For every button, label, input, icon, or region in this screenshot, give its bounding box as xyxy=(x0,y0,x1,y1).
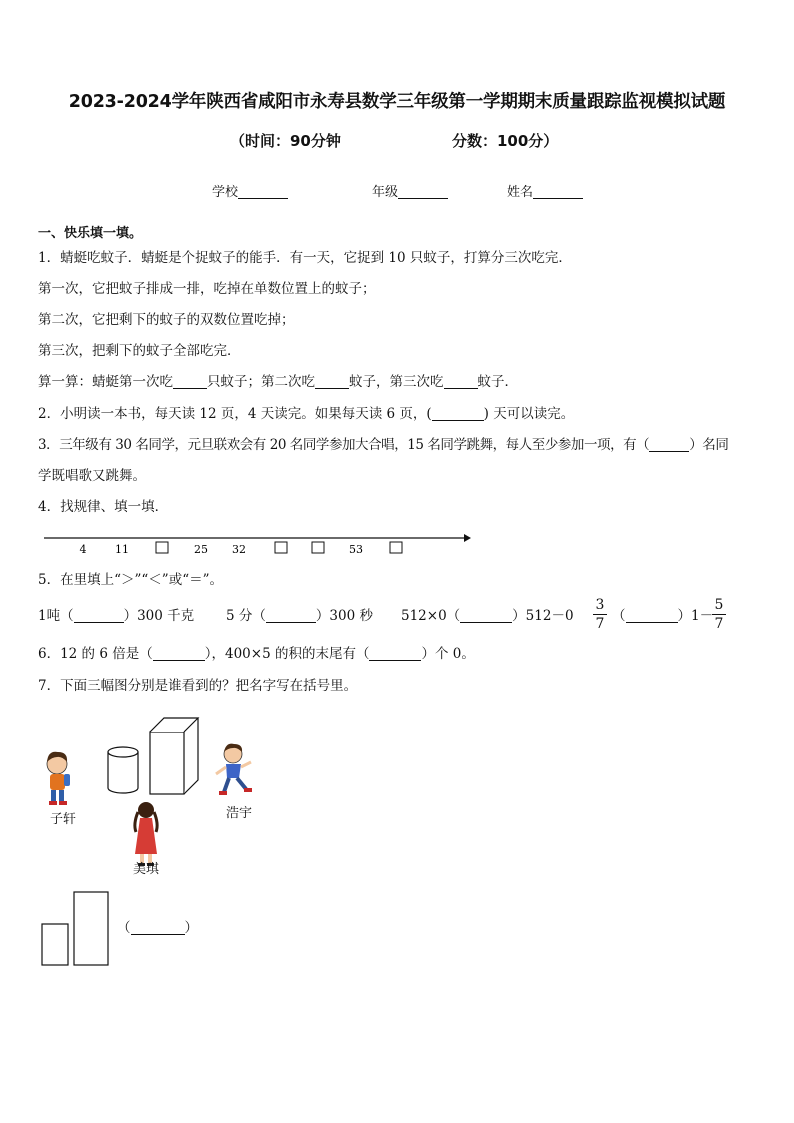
number-line-label: 25 xyxy=(194,543,208,556)
q1-blank-2[interactable] xyxy=(315,374,349,389)
school-field[interactable] xyxy=(212,181,288,200)
fraction-3-7 xyxy=(593,597,607,632)
q5-item3-left: 512×0（ xyxy=(401,608,461,624)
q2 xyxy=(38,404,574,424)
q4-text: 4．找规律、填一填． xyxy=(38,499,169,515)
q5-item1-left: 1吨（ xyxy=(38,608,74,624)
q2-text-a: 2．小明读一本书，每天读 12 页，4 天读完。如果每天读 6 页，( xyxy=(38,406,432,422)
grade-field[interactable] xyxy=(372,181,448,200)
q1-ask-b: 只蚊子；第二次吃 xyxy=(207,374,315,390)
q3-line1 xyxy=(38,435,728,455)
exam-time: （时间：90分钟 xyxy=(230,132,341,150)
q5-item4-left: （ xyxy=(612,608,626,624)
number-line-label: 32 xyxy=(232,543,246,556)
exam-score: 分数：100分） xyxy=(452,132,559,150)
q7-paren-close: ） xyxy=(184,920,198,936)
q3-text-a: 3．三年级有 30 名同学，元旦联欢会有 20 名同学参加大合唱，15 名同学跳舞，每人至少参加一项，有（ xyxy=(38,437,650,453)
name-label: 姓名 xyxy=(507,185,534,200)
number-line xyxy=(40,528,475,560)
small-rectangle-icon xyxy=(42,924,68,965)
q5-item4 xyxy=(612,606,713,626)
q5-blank-1[interactable] xyxy=(74,608,124,623)
section-title: 一、快乐填一填。 xyxy=(38,226,143,241)
boy-haoyu-icon xyxy=(216,744,252,795)
q7-scene xyxy=(40,712,280,880)
q5-item3-right: ）512－0 xyxy=(512,608,574,624)
q3-text-b: ）名同 xyxy=(689,437,729,453)
cuboid-icon xyxy=(150,718,198,794)
q5-blank-2[interactable] xyxy=(266,608,316,623)
fraction-a-denominator: 7 xyxy=(595,616,605,632)
girl-meiqi-icon xyxy=(135,802,157,866)
q6-text-a: 6．12 的 6 倍是（ xyxy=(38,646,153,662)
q5-item3 xyxy=(401,606,574,626)
cylinder-icon xyxy=(108,747,138,793)
fraction-a-numerator: 3 xyxy=(595,597,605,613)
number-line-answer-box[interactable] xyxy=(275,542,287,553)
number-line-label: 11 xyxy=(115,543,129,556)
q1-ask-c: 蚊子，第三次吃 xyxy=(349,374,444,390)
school-label: 学校 xyxy=(212,185,239,200)
q6-text-b: ），400×5 的积的末尾有（ xyxy=(204,646,370,662)
q1-line2: 第一次，它把蚊子排成一排，吃掉在单数位置上的蚊子； xyxy=(38,281,376,297)
tall-rectangle-icon xyxy=(74,892,108,965)
q7-text: 7．下面三幅图分别是谁看到的？把名字写在括号里。 xyxy=(38,678,358,694)
q1-line3: 第二次，它把剩下的蚊子的双数位置吃掉； xyxy=(38,312,295,328)
q1-ask-d: 蚊子． xyxy=(477,374,518,390)
number-line-label: 4 xyxy=(79,543,87,556)
q7-answer xyxy=(117,918,198,938)
page-title: 2023-2024学年陕西省咸阳市永寿县数学三年级第一学期期末质量跟踪监视模拟试题 xyxy=(68,92,726,112)
q2-text-b: ) 天可以读完。 xyxy=(483,406,575,422)
q1-blank-3[interactable] xyxy=(444,374,478,389)
q5-text: 5．在里填上“＞”“＜”或“＝”。 xyxy=(38,572,223,588)
name-blank[interactable] xyxy=(533,184,583,199)
q1-line1: 1．蜻蜓吃蚊子．蜻蜓是个捉蚊子的能手．有一天，它捉到 10 只蚊子，打算分三次吃完． xyxy=(38,250,572,266)
q5-blank-3[interactable] xyxy=(460,608,512,623)
number-line-answer-box[interactable] xyxy=(312,542,324,553)
fraction-b-denominator: 7 xyxy=(714,616,724,632)
q5-item1 xyxy=(38,606,194,626)
q5-item1-right: ）300 千克 xyxy=(123,608,195,624)
q1-ask-a: 算一算：蜻蜓第一次吃 xyxy=(38,374,173,390)
q2-blank[interactable] xyxy=(432,406,484,421)
q6-blank-1[interactable] xyxy=(153,646,205,661)
number-line-label: 53 xyxy=(349,543,363,556)
q3-blank[interactable] xyxy=(649,437,689,452)
arrow-head-icon xyxy=(464,534,471,542)
name-meiqi: 美琪 xyxy=(133,862,160,877)
q5-item4-right: ）1－ xyxy=(677,608,714,624)
name-zixuan: 子轩 xyxy=(50,812,77,827)
number-line-answer-box[interactable] xyxy=(156,542,168,553)
q6 xyxy=(38,644,475,664)
fraction-b-numerator: 5 xyxy=(714,597,724,613)
q5-item2 xyxy=(226,606,373,626)
q5-item2-left: 5 分（ xyxy=(226,608,266,624)
q3-line2: 学既唱歌又跳舞。 xyxy=(38,468,146,484)
school-blank[interactable] xyxy=(238,184,288,199)
number-line-answer-box[interactable] xyxy=(390,542,402,553)
q7-paren-open: （ xyxy=(117,920,131,936)
grade-label: 年级 xyxy=(372,185,399,200)
front-view-figure xyxy=(40,890,112,968)
q1-line4: 第三次，把剩下的蚊子全部吃完． xyxy=(38,343,241,359)
fraction-5-7 xyxy=(712,597,726,632)
name-field[interactable] xyxy=(507,181,583,200)
q1-ask xyxy=(38,372,518,392)
boy-zixuan-icon xyxy=(47,752,70,805)
name-haoyu: 浩宇 xyxy=(226,806,253,821)
q7-blank[interactable] xyxy=(131,920,185,935)
grade-blank[interactable] xyxy=(398,184,448,199)
q1-blank-1[interactable] xyxy=(173,374,207,389)
q5-item2-right: ）300 秒 xyxy=(315,608,373,624)
q6-text-c: ）个 0。 xyxy=(421,646,475,662)
q5-blank-4[interactable] xyxy=(626,608,678,623)
q6-blank-2[interactable] xyxy=(369,646,421,661)
